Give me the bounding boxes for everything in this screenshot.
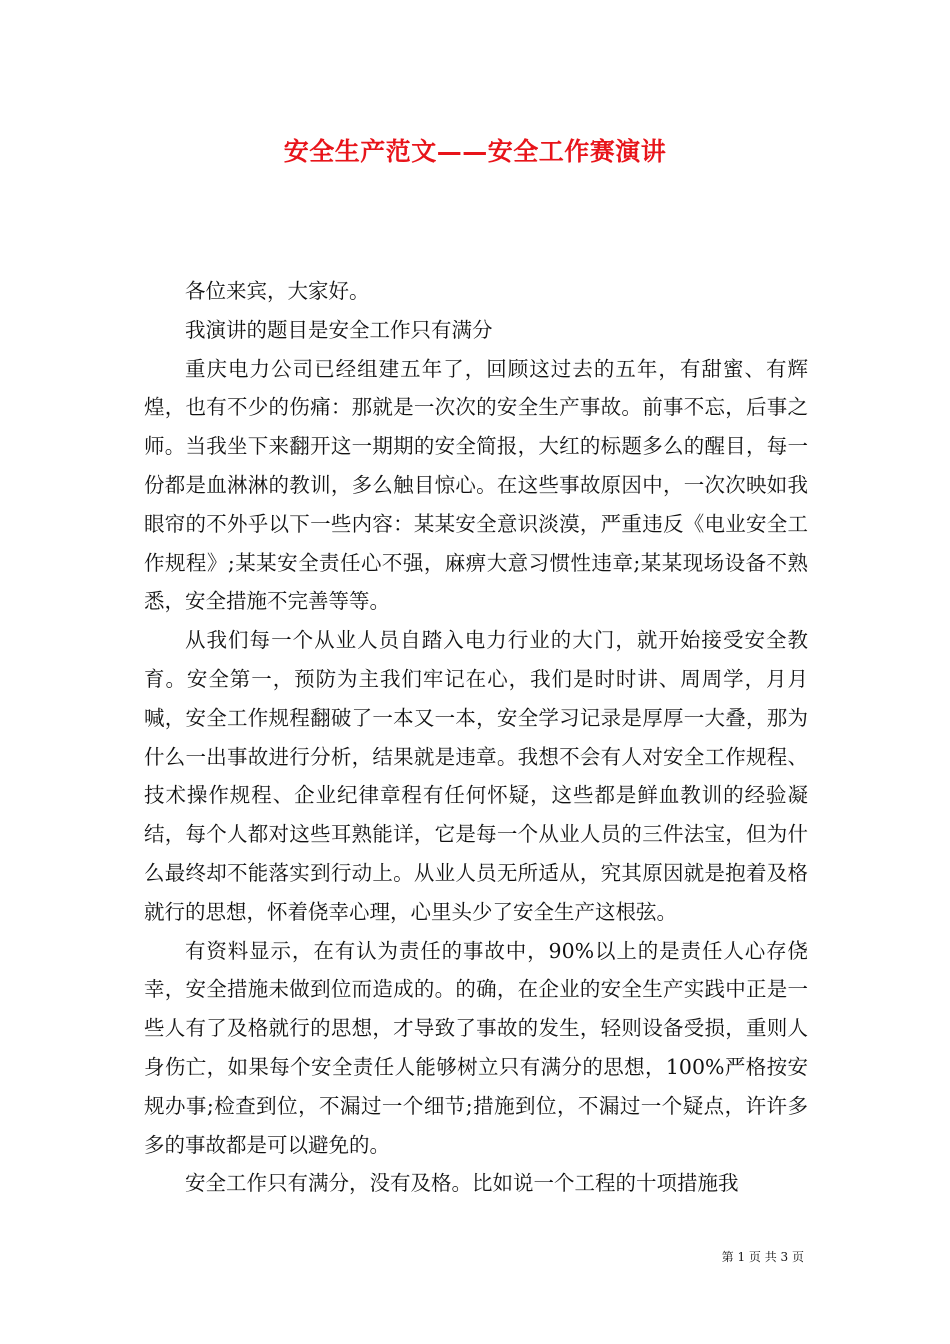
paragraph-greeting: 各位来宾，大家好。 [185,279,370,303]
document-body [144,272,808,1203]
page-number: 第 1 页 共 3 页 [721,1250,804,1264]
paragraph-full-score: 安全工作只有满分，没有及格。比如说一个工程的十项措施我 [185,1171,739,1196]
document-title: 安全生产范文——安全工作赛演讲 [283,137,667,166]
paragraph-education: 从我们每一个从业人员自踏入电力行业的大门，就开始接受安全教育。安全第一，预防为主我们牢记在心，我们是时时讲、周周学，月月喊，安全工作规程翻破了一本又一本，安全学习记录是厚厚一大叠，那为什么一出事故进行分析，结果就是违章。我想不会有人对安全工作规程、技术操作规程、企业纪律章程有任何怀疑，这些都是鲜血教训的经验凝结，每个人都对这些耳熟能详，它是每一个从业人员的三件法宝，但为什么最终却不能落实到行动上。从业人员无所适从，究其原因就是抱着及格就行的思想，怀着侥幸心理，心里头少了安全生产这根弦。 [144,628,808,924]
paragraph-topic: 我演讲的题目是安全工作只有满分 [185,317,493,342]
paragraph-review: 重庆电力公司已经组建五年了，回顾这过去的五年，有甜蜜、有辉煌，也有不少的伤痛：那就是一次次的安全生产事故。前事不忘，后事之师。当我坐下来翻开这一期期的安全简报，大红的标题多么的醒目，每一份都是血淋淋的教训，多么触目惊心。在这些事故原因中，一次次映如我眼帘的不外乎以下一些内容：某某安全意识淡漠，严重违反《电业安全工作规程》;某某安全责任心不强，麻痹大意习惯性违章;某某现场设备不熟悉，安全措施不完善等等。 [144,356,808,614]
paragraph-statistics: 有资料显示，在有认为责任的事故中，90%以上的是责任人心存侥幸，安全措施未做到位而造成的。的确，在企业的安全生产实践中正是一些人有了及格就行的思想，才导致了事故的发生，轻则设备受损，重则人身伤亡，如果每个安全责任人能够树立只有满分的思想，100%严格按安规办事;检查到位，不漏过一个细节;措施到位，不漏过一个疑点，许许多多的事故都是可以避免的。 [144,938,808,1157]
